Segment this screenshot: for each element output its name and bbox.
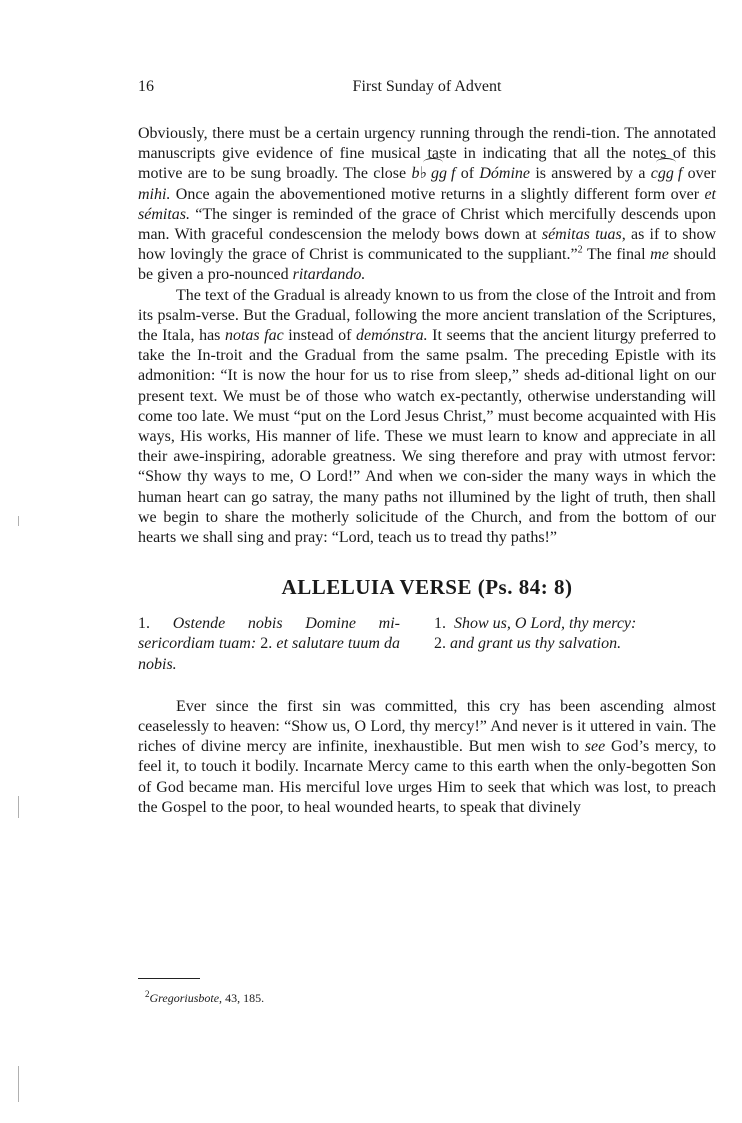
text-run: It seems that the ancient liturgy preferred to take the In-troit and the Gradual from the same psalm. The preceding Epistle with its admonition: “It is now the hour for us to rise from sleep,” sheds ad-ditional light on our present text. We must be of those who watch ex-pectantly, otherwise understanding will come too late. We must “put on the Lord Jesus Christ,” must become acquainted with His ways, His works, His manner of life. These we must learn to know and appreciate in all their awe-inspiring, adorable greatness. We sing therefore and pray with utmost fervor: “Show thy ways to me, O Lord!” And when we con-sider the many ways in which the human heart can go satray, the many paths not illumined by the light of truth, then shall we begin to share the motherly solicitude of the Church, and from the bottom of our hearts we shall sing and pray: “Lord, teach us to tread thy paths!”	[138, 327, 717, 547]
italic-term: sémitas tuas,	[541, 226, 626, 244]
footnote-rule	[138, 978, 200, 979]
page-header	[138, 78, 716, 102]
scan-mark	[18, 796, 19, 818]
latin-verse	[138, 614, 400, 675]
text-run: The text of the Gradual is already known to us from the close of the Introit and from its psalm-verse. But the Gradual, following the more ancient translation of the Scriptures, the Itala, has	[138, 286, 716, 345]
text-run: “The singer is reminded of the grace of Christ which mercifully descends upon man. With graceful condescension the melody bows down at	[138, 205, 716, 244]
footnote-ref[interactable]: 2	[577, 244, 583, 256]
english-line: Show us, O Lord, thy mercy:	[454, 615, 637, 633]
text-run: over	[682, 165, 716, 183]
text-run: instead of	[283, 327, 357, 345]
neume-text: b♭ gg f	[411, 165, 456, 183]
paragraph	[138, 697, 716, 818]
verse-number: 2.	[434, 635, 446, 653]
text-run: should be given a pro-nounced	[138, 246, 717, 284]
text-run: of	[455, 165, 480, 183]
italic-term: notas fac	[224, 327, 284, 345]
text-run: Ever since the first sin was committed, this cry has been ascending almost ceaselessly to heaven: “Show us, O Lord, thy mercy!” And never is it uttered in vain. The riches of divine mercy are infinite, inexhaustible. But men wish to	[138, 697, 716, 756]
verse-number: 2.	[260, 635, 273, 653]
running-head: First Sunday of Advent	[352, 78, 502, 95]
verse-number: 1.	[138, 615, 150, 633]
italic-term: demónstra.	[356, 327, 428, 345]
italic-term: et sémitas.	[138, 185, 716, 223]
text-run: as if to show how lovingly the grace of Christ is communicated to the suppliant.”	[138, 226, 717, 264]
text-run: Once again the abovementioned motive returns in a slightly different form over	[170, 185, 705, 203]
text-run: is answered by a	[530, 165, 651, 183]
page-body	[138, 78, 716, 818]
italic-term: ritardando.	[292, 266, 366, 284]
scan-mark	[18, 516, 19, 526]
english-line-1	[434, 614, 716, 634]
verse-table	[138, 614, 716, 675]
text-run: The final	[582, 246, 651, 264]
italic-term: Dómine	[479, 165, 531, 183]
footnote	[145, 989, 264, 1006]
verse-number: 1.	[434, 615, 446, 633]
paragraph	[138, 124, 716, 286]
paragraph	[138, 286, 716, 549]
neume-notation	[411, 164, 455, 184]
text-run: God’s mercy, to feel it, to touch it bodily. Incarnate Mercy came to this earth when the only-begotten Son of God became man. His merciful love urges Him to seek that which was lost, to preach the Gospel to the poor, to heal wounded hearts, to speak that divinely	[138, 738, 716, 816]
footnote-source: Gregoriusbote,	[149, 991, 223, 1005]
english-verse	[434, 614, 716, 675]
italic-term: me	[650, 246, 669, 264]
latin-line: et salutare tuum da nobis.	[138, 635, 401, 673]
english-line-2	[434, 634, 716, 654]
latin-verse-text	[138, 614, 400, 675]
footnote-number: 2	[145, 989, 150, 999]
neume-arc	[423, 158, 443, 167]
section-title: ALLELUIA VERSE (Ps. 84: 8)	[281, 575, 573, 600]
italic-term: mihi.	[138, 185, 171, 203]
neume-notation	[651, 164, 683, 184]
neume-arc	[656, 158, 676, 167]
latin-line: Ostende nobis Domine mi-sericordiam tuam:	[138, 615, 400, 653]
scan-mark	[18, 1066, 19, 1102]
english-line: and grant us thy salvation.	[450, 635, 622, 653]
text-run: Obviously, there must be a certain urgency running through the rendi-tion. The annotated manuscripts give evidence of fine musical taste in indicating that all the notes of this motive are to be sung broadly. The close	[138, 125, 716, 183]
neume-text: cgg f	[650, 165, 683, 183]
footnote-detail: 43, 185.	[222, 991, 265, 1005]
page-number: 16	[138, 78, 154, 95]
italic-term: see	[584, 738, 606, 756]
